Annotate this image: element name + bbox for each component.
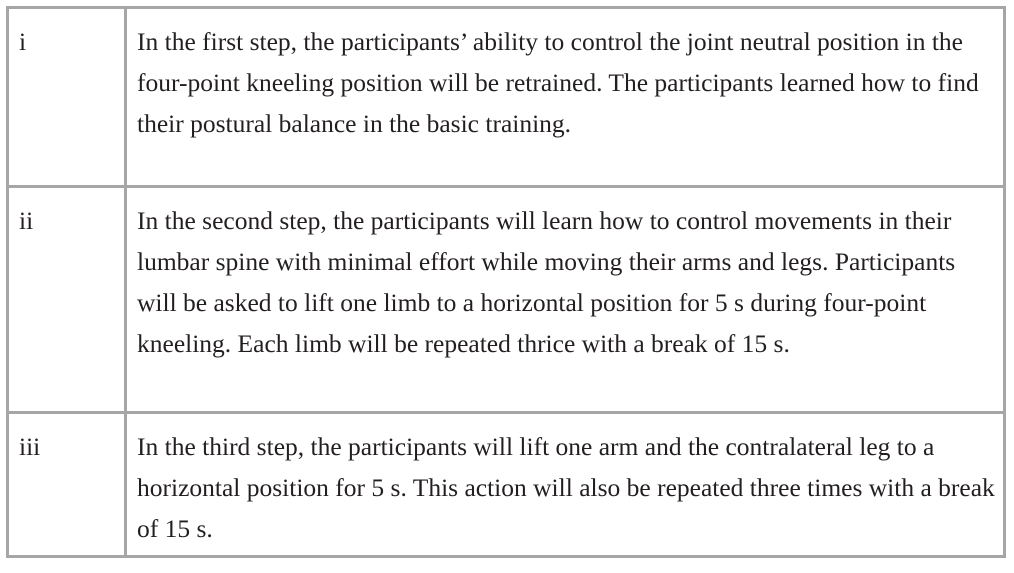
step-number-cell: i (8, 8, 126, 187)
step-number-cell: ii (8, 187, 126, 413)
table-row (8, 413, 1005, 557)
table-row (8, 8, 1005, 187)
step-description-cell: In the first step, the participants’ ability to control the joint neutral position in the four-point kneeling position will be retrained. The participants learned how to find their postural balance in the basic training. (126, 8, 1005, 187)
step-description-cell: In the second step, the participants will learn how to control movements in their lumbar spine with minimal effort while moving their arms and legs. Participants will be asked to lift one limb to a horizontal position for 5 s during four-point kneeling. Each limb will be repeated thrice with a break of 15 s. (126, 187, 1005, 413)
exercise-steps-table (6, 6, 1006, 558)
table-row (8, 187, 1005, 413)
step-description-cell: In the third step, the participants will lift one arm and the contralateral leg to a horizontal position for 5 s. This action will also be repeated three times with a break of 15 s. (126, 413, 1005, 557)
step-number-cell: iii (8, 413, 126, 557)
